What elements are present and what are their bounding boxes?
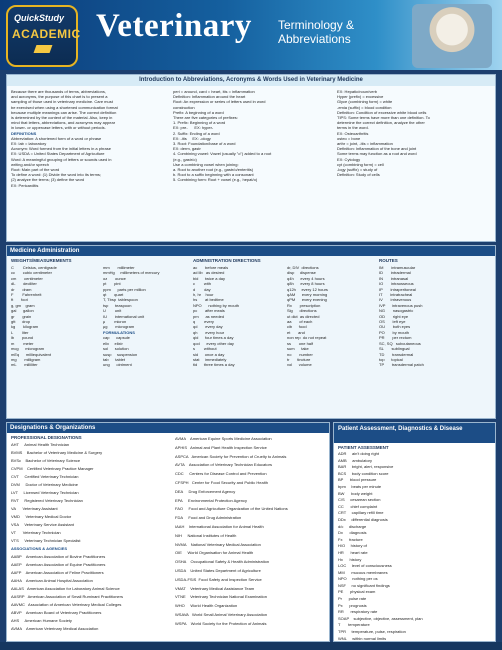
designation-row: NVMA National Veterinary Medical Association — [175, 541, 261, 547]
designation-row: CVPM Certified Veterinary Practice Manager — [11, 466, 94, 471]
medicine-row: susp suspension — [103, 351, 138, 357]
designation-row: AVMA American Equine Sports Medicine Association — [175, 436, 272, 441]
assessment-row: DDx differential diagnosis — [338, 516, 388, 522]
medicine-row: qd every day — [193, 324, 223, 330]
quickstudy-logo — [6, 5, 81, 67]
medicine-row: ppm parts per million — [103, 286, 146, 292]
intro-line: osteo = bone — [337, 135, 361, 141]
medicine-row: stat immediately — [193, 356, 227, 362]
intro-line: EX: lab = laboratory — [11, 141, 47, 147]
assessment-row: BP blood pressure — [338, 477, 377, 483]
assessment-row: C/S cesarean section — [338, 497, 381, 503]
intro-line: peri = around, card = heart, itis = inflammation — [173, 89, 255, 94]
designation-row: FAO Food and Agriculture Organization of the United Nations — [175, 506, 288, 512]
medicine-row: mm millimeter — [103, 265, 135, 270]
medicine-row: IM intramuscular — [379, 265, 416, 270]
medicine-row: PO by mouth — [379, 329, 410, 335]
medicine-row: qh every hour — [193, 329, 225, 335]
medicine-row: cib food — [287, 324, 307, 330]
medicine-row: pc after meals — [193, 308, 225, 314]
designation-row: WSPA World Society for the Protection of Animals — [175, 620, 267, 626]
intro-line: -emia (suffix) = blood condition — [337, 104, 392, 110]
assessment-row: LOC level of consciousness — [338, 563, 392, 569]
intro-line: TIPS: Some terms have more than one definition. To — [337, 115, 430, 121]
intro-line: a. Root to another root (e.g., gastr/o/enteritis) — [173, 167, 254, 173]
assessment-row: HR heart rate — [338, 549, 368, 555]
assessment-row: d/c discharge — [338, 523, 367, 529]
designation-row: ASSOCIATIONS & AGENCIES — [11, 546, 68, 551]
intro-line: and acronyms, the purpose of this chart is to present a — [11, 94, 108, 100]
medicine-row: μg microgram — [103, 324, 135, 330]
intro-line: Hyper (prefix) = excessive — [337, 94, 384, 100]
intro-line: EX: pre- EX: hyper- — [173, 125, 214, 131]
intro-line: Glyce (combining form) = white — [337, 99, 393, 105]
intro-line: EX: -itis EX: -ology — [173, 135, 211, 141]
intro-line: 2. Suffix: Ending of a word — [173, 130, 220, 136]
intro-line: EX: Pericarditis — [11, 182, 39, 188]
intro-line: Because there are thousands of terms, abbreviations, — [11, 89, 106, 94]
medicine-row: gal gallon — [11, 308, 34, 314]
medicine-row: C Celsius, centigrade — [11, 265, 57, 270]
intro-line: is determined by the context of the material. Also, keep in — [11, 115, 113, 121]
designation-row: ABVP American Board of Veterinary Practitioners — [11, 610, 102, 615]
page-title: Veterinary — [96, 8, 252, 44]
medicine-row: ID intradermal — [379, 270, 411, 276]
designation-row: DVM Doctor of Veterinary Medicine — [11, 482, 78, 487]
medicine-row: prn as needed — [193, 313, 225, 319]
medicine-column-3 — [193, 265, 285, 368]
intro-line: EX: Cytology — [337, 156, 361, 162]
assessment-row: Hx history — [338, 556, 362, 562]
medicine-row: qt quart — [103, 292, 124, 298]
intro-line: 4. Combining vowel: Vowel (usually "o") added to a root — [173, 151, 272, 157]
designation-row: AASRP American Association of Small Ruminant Practitioners — [11, 594, 123, 599]
medicine-row: μ micron — [103, 319, 127, 325]
medicine-row: qid four times a day — [193, 335, 234, 341]
designation-row: AHT Animal Health Technician — [11, 442, 70, 447]
intro-line: 3. Root: Foundation/base of a word — [173, 141, 236, 147]
intro-line: because multiple meanings can arise. The correct definition — [11, 109, 117, 115]
designation-row: CFSPH Center for Food Security and Public Health — [175, 479, 268, 485]
medicine-row: TP transdermal patch — [379, 362, 424, 368]
medicine-row: g, gm gram — [11, 302, 35, 308]
graduation-cap-icon — [34, 45, 53, 53]
assessment-row: CRT capillary refill time — [338, 510, 384, 516]
medicine-column-2 — [103, 265, 193, 368]
medicine-row: et and — [287, 329, 305, 335]
medicine-row: qPM every evening — [287, 297, 327, 303]
assessment-row: SOAP subjective, objective, assessment, plan — [338, 615, 423, 621]
patient-assessment-list — [338, 451, 493, 642]
intro-line: 1. Prefix: Beginning of a word — [173, 120, 226, 126]
medicine-row: IV intravenous — [379, 297, 412, 303]
medicine-row: lb pound — [11, 335, 34, 341]
assessment-row: Px prognosis — [338, 602, 367, 608]
medicine-row: qod every other day — [193, 340, 234, 346]
header-banner — [0, 0, 502, 70]
designation-row: USDA-FSIS Food Safety and Inspection Service — [175, 576, 262, 582]
designation-row: VTNE Veterinary Technician National Examination — [175, 594, 267, 600]
designations-panel — [6, 422, 330, 642]
veterinarian-with-dog-photo — [412, 4, 492, 68]
medicine-row: mcg microgram — [11, 346, 45, 352]
medicine-row: dr dram — [11, 286, 32, 292]
medicine-row: ut dict as directed — [287, 313, 320, 319]
medicine-row: NG nasogastric — [379, 308, 414, 314]
intro-line: writing and/or speech — [11, 161, 50, 167]
intro-line: be exercised when using a shortened communication format — [11, 104, 118, 110]
assessment-row: RR respiratory rate — [338, 609, 378, 615]
medicine-row: aa of each — [287, 319, 313, 325]
assessment-row: NPO nothing per os — [338, 576, 378, 582]
weights-heading: WEIGHTS/MEASUREMENTS — [11, 258, 72, 263]
medicine-column-4 — [287, 265, 377, 368]
designations-column-1 — [11, 441, 171, 633]
medicine-row: SC, SQ subcutaneous — [379, 340, 421, 346]
medicine-row: tid three times a day — [193, 362, 235, 368]
medicine-row: IVP intravenous push — [379, 302, 423, 308]
intro-line: cyt (combining form) = cell — [337, 161, 384, 167]
medicine-row: mL milliliter — [11, 362, 38, 368]
intro-panel — [6, 74, 496, 242]
intro-line: Definition: Inflammation of the bone and joint — [337, 146, 417, 152]
patient-panel — [333, 422, 496, 642]
designation-row: FDA Food and Drug Administration — [175, 515, 242, 521]
medicine-row: L liter — [11, 329, 29, 335]
designation-row: WSAVA World Small Animal Veterinary Association — [175, 611, 268, 617]
designation-row: AALAS American Association for Laboratory Animal Science — [11, 586, 120, 591]
intro-column-3 — [337, 89, 493, 177]
intro-column-2 — [173, 89, 323, 183]
intro-line: To define a word: (1) Divide the word into its terms; — [11, 172, 102, 178]
intro-line: determine the correct definition, analyze the other — [337, 120, 425, 126]
designations-column-2 — [175, 435, 327, 629]
designation-row: IAAH International Association for Animal Health — [175, 523, 264, 529]
designation-row: AVTA Association of Veterinary Technician Educators — [175, 462, 272, 468]
designation-row: VSA Veterinary Service Assistant — [11, 522, 74, 527]
medicine-row: Sig directions — [287, 308, 317, 314]
intro-line: in lower- or uppercase letters, with or without periods. — [11, 125, 106, 131]
medicine-row: cm centimeter — [11, 275, 43, 281]
medicine-row: h, hr hour — [193, 292, 214, 298]
intro-line: Definition: Inflammation around the heart — [173, 94, 246, 100]
medicine-row: PR per rectum — [379, 335, 412, 341]
medicine-row: dL deciliter — [11, 281, 37, 287]
intro-heading: Introduction to Abbreviations, Acronyms & Words Used in Veterinary Medicine — [7, 75, 495, 86]
assessment-row: AMB ambulatory — [338, 457, 373, 463]
footer-strip — [0, 642, 502, 650]
designation-row: NIH National Institutes of Health — [175, 532, 237, 538]
designation-row: AHS American Humane Society — [11, 618, 72, 623]
medicine-row: non rep do not repeat — [287, 335, 327, 341]
medicine-row: FORMULATIONS — [103, 329, 135, 335]
medicine-row: d day — [193, 286, 211, 292]
assessment-row: PE physical exam — [338, 589, 376, 595]
assessment-row: bpm beats per minute — [338, 483, 382, 489]
assessment-row: T temperature — [338, 622, 370, 628]
designation-row: AAEP American Association of Equine Practitioners — [11, 562, 106, 567]
assessment-row: Dx diagnosis — [338, 530, 367, 536]
medicine-row: ac before meals — [193, 265, 229, 270]
medicine-panel — [6, 245, 496, 419]
assessment-row: NSF no significant findings — [338, 582, 390, 588]
medicine-row: elix elixir — [103, 340, 123, 346]
medicine-row: top topical — [379, 356, 403, 362]
medicine-row: tsp teaspoon — [103, 302, 132, 308]
designation-row: VMAT Veterinary Medical Assistance Team — [175, 585, 255, 591]
medicine-row: cc cubic centimeter — [11, 270, 52, 276]
intro-line: b. Root to a suffix beginning with a consonant — [173, 172, 254, 178]
assessment-row: ADR ain't doing right — [338, 451, 380, 456]
page-subtitle: Terminology & Abbreviations — [278, 18, 355, 46]
designation-row: RVT Registered Veterinary Technician — [11, 498, 83, 503]
patient-heading: Patient Assessment, Diagnostics & Disease — [334, 423, 495, 443]
medicine-row: IT intratracheal — [379, 292, 413, 298]
medicine-row: cap capsule — [103, 335, 130, 341]
intro-line: Abbreviation: A shortened form of a word or phrase — [11, 135, 102, 141]
medicine-row: qAM every morning — [287, 292, 328, 298]
assessment-row: BW body weight — [338, 490, 373, 496]
assessment-row: WNL within normal limits — [338, 635, 387, 641]
intro-column-1 — [11, 89, 161, 188]
designation-row: BVMS Bachelor of Veterinary Medicine & Surgery — [11, 450, 103, 455]
routes-heading: ROUTES — [379, 258, 398, 263]
medicine-row: q12h every 12 hours — [287, 286, 328, 292]
medicine-row: tr tincture — [287, 356, 311, 362]
intro-line: Definition: Condition of excessive white blood cells — [337, 109, 427, 115]
intro-line: (2) analyze the terms; (3) define the word — [11, 177, 85, 183]
intro-line: terms in the word. — [337, 125, 369, 131]
medicine-row: ft foot — [11, 297, 28, 303]
medicine-row: IP intraperitoneal — [379, 286, 416, 292]
medicine-row: ss one half — [287, 340, 314, 346]
designation-row: USDA United States Department of Agriculture — [175, 567, 261, 573]
designation-row: AAVMC Association of American Veterinary Medical Colleges — [11, 602, 122, 607]
medicine-row: OS left eye — [379, 319, 406, 325]
medicine-row: pt pint — [103, 281, 121, 287]
designation-row: AAHA American Animal Hospital Association — [11, 578, 93, 583]
intro-line: Root: An expression or series of letters used in word — [173, 99, 266, 105]
designation-row: AVMA American Veterinary Medical Association — [11, 626, 99, 631]
designation-row: OIE World Organisation for Animal Health — [175, 550, 254, 556]
medicine-row: F Fahrenheit — [11, 292, 42, 298]
intro-line: construction — [173, 104, 195, 110]
medicine-row: ung ointment — [103, 362, 132, 368]
medicine-row: SL sublingual — [379, 346, 410, 352]
designation-row: AABP American Association of Bovine Practitioners — [11, 554, 106, 559]
medicine-row: gtt drop — [11, 319, 31, 325]
medicine-row: hs at bedtime — [193, 297, 224, 303]
medicine-row: mEq milliequivalent — [11, 351, 52, 357]
assessment-row: CC chief complaint — [338, 503, 378, 509]
designation-row: LVT Licensed Veterinary Technician — [11, 490, 79, 495]
designation-row: VTS Veterinary Technician Specialist — [11, 538, 81, 543]
medicine-heading: Medicine Administration — [7, 246, 495, 256]
intro-line: arthr = joint, -itis = inflammation — [337, 141, 393, 147]
intro-line: Some terms may function as a root and word — [337, 151, 417, 157]
assessment-row: TPR temperature, pulse, respiration — [338, 629, 406, 635]
intro-line: EX: derm, gastr — [173, 146, 201, 152]
medicine-row: sol solution — [103, 346, 129, 352]
intro-line: -logy (suffix) = study of — [337, 167, 378, 173]
assessment-row: Fx fracture — [338, 536, 363, 542]
medicine-row: bid twice a day — [193, 275, 226, 281]
medicine-row: U unit — [103, 308, 122, 314]
intro-line: There are five categories of prefixes: — [173, 115, 238, 121]
assessment-row: Pr pulse rate — [338, 596, 367, 602]
assessment-row: MM mucous membranes — [338, 569, 388, 575]
medicine-row: Rx prescription — [287, 302, 321, 308]
medicine-column-5 — [379, 265, 493, 368]
medicine-row: NPO nothing by mouth — [193, 302, 240, 308]
designation-row: VT Veterinary Technician — [11, 530, 61, 535]
designation-row: APHIS Animal and Plant Health Inspection Service — [175, 444, 267, 450]
medicine-row: q8h every 8 hours — [287, 281, 325, 287]
medicine-row: tab tablet — [103, 356, 126, 362]
assessment-row: H/O history of — [338, 543, 367, 549]
medicine-row: TD transdermal — [379, 351, 414, 357]
medicine-row: s without — [193, 346, 217, 352]
intro-line: (e.g., gastr/o) — [173, 156, 197, 162]
professional-designations-heading: PROFESSIONAL DESIGNATIONS — [11, 435, 82, 440]
medicine-row: gr grain — [11, 313, 32, 319]
logo-academic: ACADEMIC — [12, 27, 81, 41]
intro-line: Prefix: A beginning of a word — [173, 109, 224, 115]
medicine-row: mg milligram — [11, 356, 41, 362]
medicine-row: sid once a day — [193, 351, 225, 357]
medicine-row: T, Tbsp tablespoon — [103, 297, 138, 303]
intro-line: mind that letters, abbreviations, and acronyms may appear — [11, 120, 116, 126]
designation-row: CVT Certified Veterinary Technician — [11, 474, 79, 479]
intro-line: DEFINITIONS — [11, 130, 37, 136]
designations-heading: Designations & Organizations — [7, 423, 329, 433]
medicine-row: OD right eye — [379, 313, 409, 319]
medicine-row: OU both eyes — [379, 324, 411, 330]
medicine-row: no number — [287, 351, 313, 357]
assessment-row: BAR bright, alert, responsive — [338, 464, 394, 470]
designation-row: AAFP American Association of Feline Practitioners — [11, 570, 104, 575]
intro-line: Word: A meaningful grouping of letters or sounds used in — [11, 156, 112, 162]
intro-line: Root: Main part of the word — [11, 167, 60, 173]
intro-line: sampling of those used in veterinary medicine. Care must — [11, 99, 113, 105]
intro-line: Acronym: Word formed from the initial letters in a phrase — [11, 146, 111, 152]
medicine-row: c with — [193, 281, 212, 287]
administration-heading: ADMINISTRATION DIRECTIONS — [193, 258, 261, 263]
intro-line: 5. Combining form: Root + vowel (e.g., hepat/o) — [173, 177, 258, 183]
medicine-row: q every — [193, 319, 214, 325]
medicine-row: dr, DIV directions — [287, 265, 319, 270]
designation-row: OSHA Occupational Safety & Health Administration — [175, 559, 270, 565]
designation-row: EPA Environmental Protection Agency — [175, 497, 247, 503]
medicine-row: ad lib as desired — [193, 270, 225, 276]
medicine-row: mmHg millimeters of mercury — [103, 270, 160, 276]
intro-line: EX: USDA = United States Department of Agriculture — [11, 151, 105, 157]
designation-row: VMD Veterinary Medical Doctor — [11, 514, 72, 519]
assessment-row: BCS body condition score — [338, 470, 389, 476]
designation-row: VA Veterinary Assistant — [11, 506, 58, 511]
medicine-row: disp dispense — [287, 270, 316, 276]
medicine-row: IN intranasal — [379, 275, 409, 281]
medicine-row: kg kilogram — [11, 324, 39, 330]
patient-assessment-subheading: PATIENT ASSESSMENT — [338, 445, 389, 450]
intro-line: EX: Hepatic/noun/verb — [337, 89, 378, 94]
medicine-row: IO intraosseous — [379, 281, 414, 287]
medicine-row: q4h every 4 hours — [287, 275, 325, 281]
designation-row: DEA Drug Enforcement Agency — [175, 488, 236, 494]
medicine-column-1 — [11, 265, 101, 368]
medicine-row: vol volume — [287, 362, 312, 368]
logo-brand: QuickStudy — [14, 13, 65, 23]
designation-row: CDC Centers for Disease Control and Prevention — [175, 471, 267, 477]
intro-line: Definition: Study of cells — [337, 172, 380, 178]
intro-line: EX: Osteoarthritis — [337, 130, 369, 136]
designation-row: ASPCA American Society for Prevention of Cruelty to Animals — [175, 453, 287, 459]
intro-line: Use a combining vowel when joining: — [173, 161, 239, 167]
medicine-row: m meter — [11, 340, 34, 346]
medicine-row: sum take — [287, 346, 309, 352]
designation-row: WHO World Health Organization — [175, 603, 238, 609]
medicine-row: oz ounce — [103, 275, 126, 281]
designation-row: BVSc Bachelor of Veterinary Science — [11, 458, 81, 463]
medicine-row: IU international unit — [103, 313, 145, 319]
